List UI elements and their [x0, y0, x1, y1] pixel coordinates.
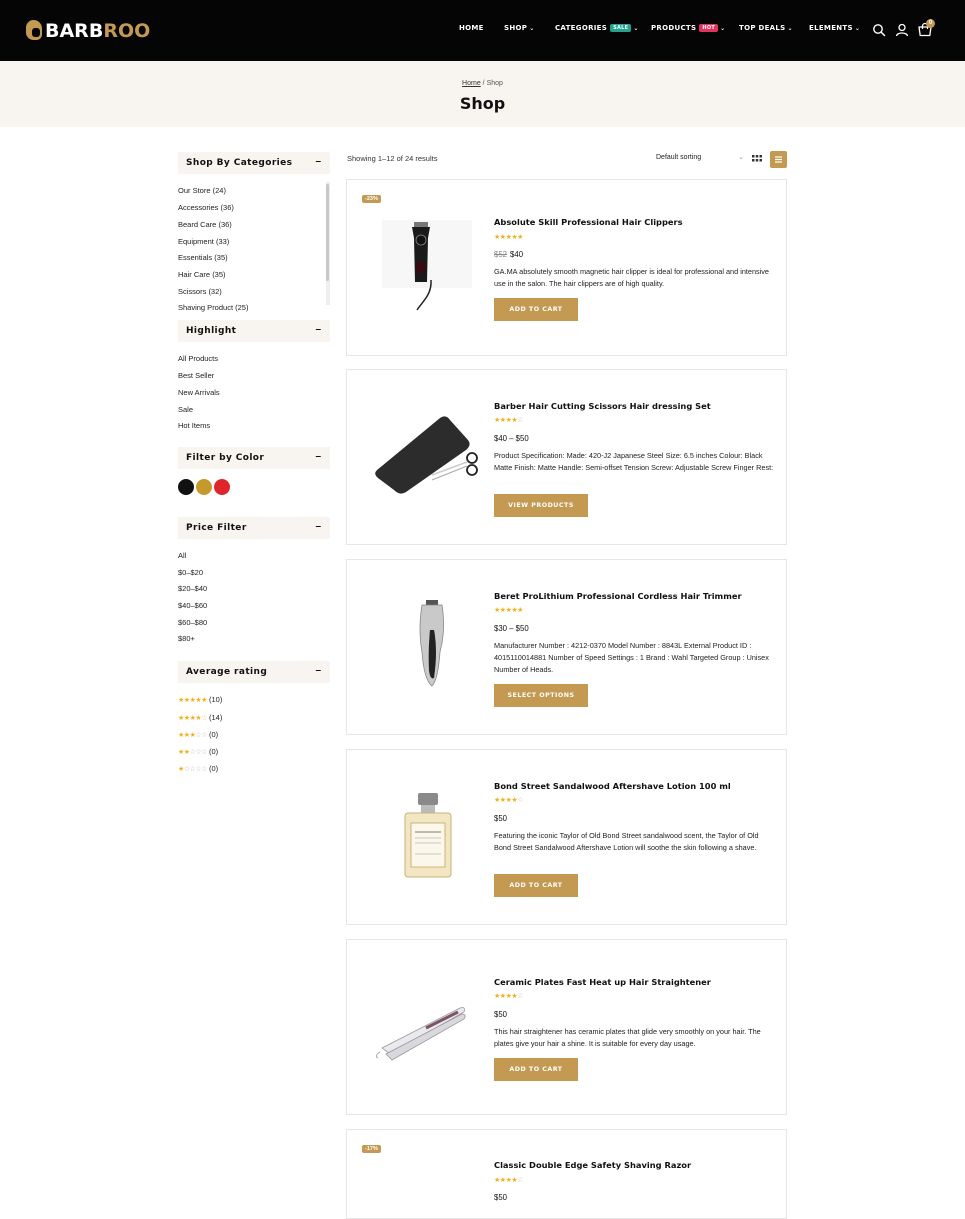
chevron-down-icon: ⌄: [787, 24, 793, 32]
rating-filter-item[interactable]: ★★☆☆☆ (0): [178, 747, 219, 756]
widget-title: Average rating: [186, 667, 268, 677]
add-to-cart-button[interactable]: ADD TO CART: [494, 874, 578, 897]
product-price: [494, 1010, 507, 1019]
current-price: $40: [510, 250, 524, 259]
aftershave-bottle-image[interactable]: [372, 780, 482, 890]
nav-top-deals-label: TOP DEALS: [739, 24, 786, 32]
price-filter-item[interactable]: All: [178, 551, 187, 560]
result-count: Showing 1–12 of 24 results: [347, 154, 438, 163]
collapse-icon[interactable]: –: [315, 156, 321, 167]
logo-text-part1: BARB: [45, 20, 104, 42]
price-filter-item[interactable]: $0–$20: [178, 568, 204, 577]
nav-products-label: PRODUCTS: [651, 24, 697, 32]
hot-badge: HOT: [699, 24, 718, 32]
highlight-item[interactable]: Best Seller: [178, 371, 215, 380]
collapse-icon[interactable]: –: [315, 521, 321, 532]
widget-color-header[interactable]: [178, 447, 330, 469]
nav-shop-label: SHOP: [504, 24, 528, 32]
product-description: Featuring the iconic Taylor of Old Bond Street sandalwood scent, the Taylor of Old Bond Street Sandalwood Aftershave Lotion will soothe the skin following a shave.: [494, 831, 759, 852]
star-rating: ★★★★★: [494, 607, 523, 614]
star-rating: ★★★★☆: [494, 797, 523, 804]
widget-price-header[interactable]: [178, 517, 330, 539]
view-products-button[interactable]: VIEW PRODUCTS: [494, 494, 588, 517]
old-price: $52: [494, 250, 508, 259]
list-view-icon: [770, 151, 787, 168]
product-title[interactable]: Ceramic Plates Fast Heat up Hair Straightener: [494, 977, 711, 987]
chevron-down-icon: ⌄: [529, 24, 535, 32]
widget-title: Price Filter: [186, 523, 247, 533]
widget-title: Highlight: [186, 326, 237, 336]
color-swatch-red[interactable]: [214, 479, 230, 495]
star-rating: ★★★★☆: [178, 715, 207, 722]
product-price: [494, 434, 529, 443]
sale-percentage-badge: -23%: [362, 195, 381, 203]
collapse-icon[interactable]: –: [315, 451, 321, 462]
chevron-down-icon: ⌄: [720, 24, 726, 32]
widget-title: Filter by Color: [186, 453, 265, 463]
category-item[interactable]: Hair Care (35): [178, 270, 226, 279]
sort-select[interactable]: [656, 154, 746, 161]
product-title[interactable]: Absolute Skill Professional Hair Clippers: [494, 217, 683, 227]
category-scrollbar-thumb[interactable]: [326, 184, 329, 281]
product-description: GA.MA absolutely smooth magnetic hair clipper is ideal for professional and intensive use in the salon. The hair clippers are of high quality.: [494, 267, 769, 288]
product-card[interactable]: [346, 1129, 787, 1219]
page-title: Shop: [459, 94, 506, 113]
scissors-set-image[interactable]: [372, 400, 482, 510]
barber-head-icon: [25, 19, 43, 43]
color-swatch-gold[interactable]: [196, 479, 212, 495]
add-to-cart-button[interactable]: ADD TO CART: [494, 1058, 578, 1081]
logo-text-part2: ROO: [103, 20, 151, 42]
category-item[interactable]: Essentials (35): [178, 253, 228, 262]
cordless-trimmer-image[interactable]: [372, 590, 482, 700]
sale-percentage-badge: -17%: [362, 1145, 381, 1153]
breadcrumb-home-link[interactable]: Home: [462, 80, 481, 87]
category-item[interactable]: Equipment (33): [178, 237, 230, 246]
list-view-button[interactable]: [770, 151, 787, 168]
color-swatch-black[interactable]: [178, 479, 194, 495]
nav-elements[interactable]: [809, 24, 860, 32]
nav-elements-label: ELEMENTS: [809, 24, 853, 32]
star-rating: ★★★★☆: [494, 417, 523, 424]
user-icon[interactable]: [895, 23, 909, 37]
product-description: Product Specification: Made: 420-J2 Japanese Steel Size: 6.5 inches Colour: Black Matte Finish: Matte Handle: Semi-offset Tension Screw: Adjustable Screw Finger Rest:: [494, 451, 774, 472]
add-to-cart-button[interactable]: ADD TO CART: [494, 298, 578, 321]
nav-home-label: HOME: [459, 24, 484, 32]
collapse-icon[interactable]: –: [315, 324, 321, 335]
nav-products[interactable]: [651, 24, 725, 32]
search-icon[interactable]: [872, 23, 886, 37]
price-filter-item[interactable]: $40–$60: [178, 601, 208, 610]
nav-home[interactable]: [459, 24, 484, 32]
product-title[interactable]: Classic Double Edge Safety Shaving Razor: [494, 1160, 692, 1170]
nav-categories[interactable]: [555, 24, 639, 32]
product-price: [494, 1193, 507, 1202]
current-price: $40 – $50: [494, 434, 529, 443]
product-description: This hair straightener has ceramic plates that glide very smoothly on your hair. The plates give your hair a shine. It is suitable for every day usage.: [494, 1027, 761, 1048]
category-item[interactable]: Shaving Product (25): [178, 303, 249, 312]
nav-top-deals[interactable]: [739, 24, 793, 32]
highlight-item[interactable]: All Products: [178, 354, 219, 363]
star-rating: ★★★★☆: [494, 1177, 523, 1184]
product-price: [494, 624, 529, 633]
product-card[interactable]: [346, 179, 787, 356]
product-title[interactable]: Bond Street Sandalwood Aftershave Lotion 100 ml: [494, 781, 731, 791]
category-item[interactable]: Scissors (32): [178, 287, 222, 296]
product-price: [494, 814, 507, 823]
select-options-button[interactable]: SELECT OPTIONS: [494, 684, 588, 707]
star-rating: ★★★☆☆: [178, 732, 207, 739]
grid-view-icon[interactable]: [751, 153, 763, 165]
widget-rating-header[interactable]: [178, 661, 330, 683]
chevron-down-icon: ⌄: [738, 154, 744, 161]
highlight-item[interactable]: Hot Items: [178, 421, 211, 430]
product-price: [494, 250, 523, 259]
chevron-down-icon: ⌄: [854, 24, 861, 32]
product-card[interactable]: [346, 559, 787, 735]
brand-logo[interactable]: [25, 18, 150, 44]
current-price: $30 – $50: [494, 624, 529, 633]
nav-categories-label: CATEGORIES: [555, 24, 608, 32]
star-rating: ★★☆☆☆: [178, 749, 207, 756]
star-rating: ★★★★☆: [494, 993, 523, 1000]
widget-categories-header[interactable]: [178, 152, 330, 174]
rating-filter-item[interactable]: ★★★★☆ (14): [178, 713, 223, 722]
category-item[interactable]: Accessories (36): [178, 203, 234, 212]
widget-highlight-header[interactable]: [178, 320, 330, 342]
page-header-banner: [0, 61, 965, 127]
highlight-item[interactable]: Sale: [178, 405, 194, 414]
product-title[interactable]: Barber Hair Cutting Scissors Hair dressing Set: [494, 401, 711, 411]
chevron-down-icon: ⌄: [633, 24, 639, 32]
star-rating: ★☆☆☆☆: [178, 766, 207, 773]
category-item[interactable]: Our Store (24): [178, 186, 226, 195]
price-filter-item[interactable]: $80+: [178, 634, 195, 643]
category-list: [178, 182, 330, 312]
product-card[interactable]: [346, 749, 787, 925]
category-item[interactable]: Beard Care (36): [178, 220, 232, 229]
sort-select-value: Default sorting: [656, 154, 702, 161]
breadcrumb-current: Shop: [486, 80, 503, 87]
cart-button[interactable]: [918, 20, 933, 37]
current-price: $50: [494, 1193, 508, 1202]
breadcrumb: [0, 80, 965, 87]
price-filter-item[interactable]: $20–$40: [178, 584, 208, 593]
product-card[interactable]: [346, 939, 787, 1115]
top-navigation-bar: [0, 0, 965, 61]
sale-badge: SALE: [610, 24, 631, 32]
highlight-item[interactable]: New Arrivals: [178, 388, 220, 397]
star-rating: ★★★★★: [494, 234, 523, 241]
hair-clipper-image[interactable]: [372, 210, 482, 320]
collapse-icon[interactable]: –: [315, 665, 321, 676]
current-price: $50: [494, 1010, 508, 1019]
product-description: Manufacturer Number : 4212-0370 Model Number : 8843L External Product ID : 4015110014881 Number of Speed Settings : 1 Brand : Wahl Targeted Group : Unisex Number of Heads.: [494, 641, 769, 674]
product-card[interactable]: [346, 369, 787, 545]
current-price: $50: [494, 814, 508, 823]
cart-count-badge: 0: [926, 19, 935, 28]
rating-filter-item[interactable]: ★☆☆☆☆ (0): [178, 764, 219, 773]
product-title[interactable]: Beret ProLithium Professional Cordless Hair Trimmer: [494, 591, 742, 601]
hair-straightener-image[interactable]: [372, 970, 482, 1080]
star-rating: ★★★★★: [178, 697, 207, 704]
price-filter-item[interactable]: $60–$80: [178, 618, 208, 627]
rating-filter-item[interactable]: ★★★★★ (10): [178, 695, 223, 704]
nav-shop[interactable]: [504, 24, 535, 32]
widget-title: Shop By Categories: [186, 158, 293, 168]
breadcrumb-separator: /: [480, 80, 487, 87]
rating-filter-item[interactable]: ★★★☆☆ (0): [178, 730, 219, 739]
